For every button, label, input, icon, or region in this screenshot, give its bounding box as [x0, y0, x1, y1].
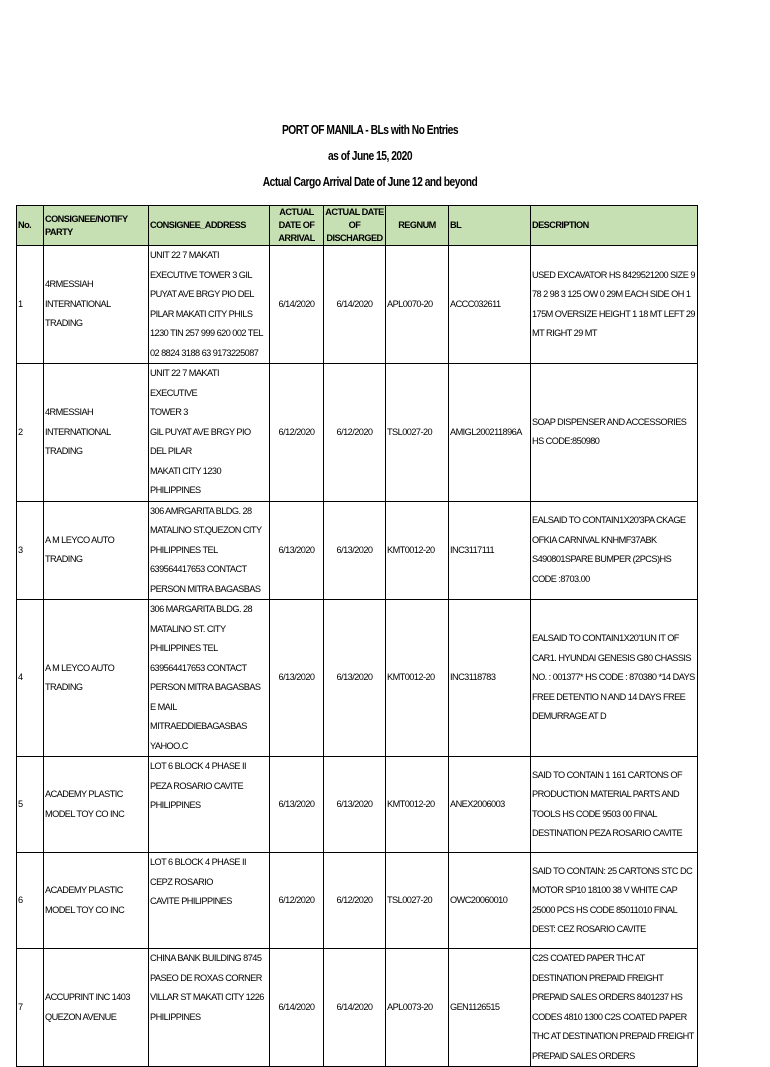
- discharged-date-cell: [324, 246, 386, 364]
- consignee-cell-text: 4RMESSIAH INTERNATIONAL TRADING: [45, 407, 111, 456]
- arrival-date-cell: [270, 501, 324, 600]
- row-number: [17, 600, 44, 757]
- arrival-date-cell-text: 6/13/2020: [278, 672, 315, 683]
- header-arrival: ACTUAL DATE OF ARRIVAL: [270, 206, 324, 246]
- header-consignee: CONSIGNEE/NOTIFY PARTY: [44, 206, 149, 246]
- discharged-date-cell-text: 6/12/2020: [336, 894, 373, 905]
- address-cell: [149, 501, 270, 600]
- row-number: [17, 853, 44, 949]
- address-cell-text: LOT 6 BLOCK 4 PHASE II CEPZ ROSARIO CAVITE PHILIPPINES: [150, 857, 246, 906]
- row-number-text: 7: [18, 1001, 23, 1012]
- table-body: [17, 246, 698, 1067]
- header-description: DESCRIPTION: [531, 206, 698, 246]
- consignee-cell: [44, 853, 149, 949]
- address-cell-text: UNIT 22 7 MAKATI EXECUTIVE TOWER 3 GIL PUYAT AVE BRGY PIO DEL PILAR MAKATI CITY 1230 PHILIPPINES: [150, 368, 251, 495]
- description-cell-text: USED EXCAVATOR HS 8429521200 SIZE 9 78 2 98 3 125 OW 0 29M EACH SIDE OH 1 175M OVERSIZE HEIGHT 1 18 MT LEFT 29 MT RIGHT 29 MT: [532, 269, 695, 338]
- row-number: [17, 501, 44, 600]
- header-no: No.: [17, 206, 44, 246]
- regnum-cell-text: KMT0012-20: [387, 798, 435, 809]
- regnum-cell: [386, 246, 449, 364]
- consignee-cell: [44, 757, 149, 853]
- bl-number-cell-text: OWC20060010: [450, 894, 508, 905]
- address-cell-text: 306 AMRGARITA BLDG. 28 MATALINO ST.QUEZON CITY PHILIPPINES TEL 639564417653 CONTACT PERSON MITRA BAGASBAS: [150, 505, 262, 594]
- discharged-date-cell-text: 6/14/2020: [336, 1001, 373, 1012]
- description-cell-text: EALSAID TO CONTAIN1X20'3PA CKAGE OFKIA CARNIVAL KNHMF37ABK S490801SPARE BUMPER (2PCS)HS CODE :8703.00: [532, 515, 686, 584]
- table-row: [17, 853, 698, 949]
- consignee-cell-text: ACADEMY PLASTIC MODEL TOY CO INC: [45, 885, 125, 915]
- row-number: [17, 757, 44, 853]
- arrival-date-cell-text: 6/13/2020: [278, 544, 315, 555]
- row-number-text: 2: [18, 426, 23, 437]
- description-cell-text: SAID TO CONTAIN 1 161 CARTONS OF PRODUCTION MATERIAL PARTS AND TOOLS HS CODE 9503 00 FINAL DESTINATION PEZA ROSARIO CAVITE: [532, 769, 683, 838]
- bl-number-cell: [449, 501, 531, 600]
- consignee-cell-text: ACADEMY PLASTIC MODEL TOY CO INC: [45, 789, 125, 819]
- arrival-date-cell-text: 6/14/2020: [278, 1001, 315, 1012]
- address-cell: [149, 853, 270, 949]
- table-header-row: [17, 206, 698, 246]
- bl-number-cell-text: INC3117111: [450, 544, 495, 555]
- arrival-date-cell: [270, 600, 324, 757]
- arrival-date-cell: [270, 757, 324, 853]
- header-regnum: REGNUM: [386, 206, 449, 246]
- table-row: [17, 501, 698, 600]
- regnum-cell-text: TSL0027-20: [387, 894, 433, 905]
- description-cell: [531, 853, 698, 949]
- description-cell: [531, 600, 698, 757]
- row-number: [17, 949, 44, 1067]
- description-cell-text: EALSAID TO CONTAIN1X20'1UN IT OF CAR1. HYUNDAI GENESIS G80 CHASSIS NO. : 001377* HS CODE : 870380 *14 DAYS FREE DETENTIO N AND 14 DAYS FREE DEMURRAGE AT D: [532, 633, 695, 722]
- row-number-text: 4: [18, 672, 23, 683]
- bl-number-cell: [449, 757, 531, 853]
- regnum-cell: [386, 949, 449, 1067]
- row-number-text: 6: [18, 894, 23, 905]
- bl-number-cell-text: ACCC032611: [450, 298, 501, 309]
- bl-number-cell: [449, 600, 531, 757]
- table-row: [17, 949, 698, 1067]
- header-discharged: ACTUAL DATE OF DISCHARGED: [324, 206, 386, 246]
- arrival-date-cell: [270, 853, 324, 949]
- consignee-cell: [44, 501, 149, 600]
- bl-number-cell: [449, 949, 531, 1067]
- consignee-cell: [44, 600, 149, 757]
- regnum-cell-text: KMT0012-20: [387, 544, 435, 555]
- regnum-cell: [386, 853, 449, 949]
- regnum-cell-text: APL0070-20: [387, 298, 433, 309]
- bl-number-cell: [449, 853, 531, 949]
- address-cell: [149, 757, 270, 853]
- description-cell-text: C2S COATED PAPER THC AT DESTINATION PREPAID FREIGHT PREPAID SALES ORDERS 8401237 HS CODES 4810 1300 C2S COATED PAPER THC AT DESTINATION PREPAID FREIGHT PREPAID SALES ORDERS: [532, 953, 694, 1061]
- discharged-date-cell-text: 6/13/2020: [336, 672, 373, 683]
- regnum-cell: [386, 600, 449, 757]
- discharged-date-cell-text: 6/14/2020: [336, 298, 373, 309]
- header-address: CONSIGNEE_ADDRESS: [149, 206, 270, 246]
- discharged-date-cell-text: 6/12/2020: [336, 426, 373, 437]
- row-number: [17, 364, 44, 502]
- discharged-date-cell-text: 6/13/2020: [336, 798, 373, 809]
- arrival-date-cell: [270, 949, 324, 1067]
- discharged-date-cell: [324, 364, 386, 502]
- discharged-date-cell: [324, 600, 386, 757]
- discharged-date-cell: [324, 949, 386, 1067]
- address-cell: [149, 364, 270, 502]
- bl-table: [16, 205, 698, 1067]
- description-cell: [531, 949, 698, 1067]
- regnum-cell-text: TSL0027-20: [387, 426, 433, 437]
- description-cell: [531, 501, 698, 600]
- description-cell-text: SOAP DISPENSER AND ACCESSORIES HS CODE:850980: [532, 416, 687, 447]
- table-row: [17, 600, 698, 757]
- address-cell: [149, 949, 270, 1067]
- regnum-cell-text: APL0073-20: [387, 1001, 433, 1012]
- table-row: [17, 246, 698, 364]
- bl-number-cell-text: ANEX2006003: [450, 798, 505, 809]
- description-cell: [531, 364, 698, 502]
- arrival-date-cell-text: 6/12/2020: [278, 426, 315, 437]
- row-number-text: 3: [18, 544, 23, 555]
- header-bl: BL: [449, 206, 531, 246]
- discharged-date-cell-text: 6/13/2020: [336, 544, 373, 555]
- address-cell-text: UNIT 22 7 MAKATI EXECUTIVE TOWER 3 GIL PUYAT AVE BRGY PIO DEL PILAR MAKATI CITY PHILS 1230 TIN 257 999 620 002 TEL 02 8824 3188 63 9173225087: [150, 250, 263, 358]
- description-cell-text: SAID TO CONTAIN: 25 CARTONS STC DC MOTOR SP10 18100 38 V WHITE CAP 25000 PCS HS CODE 85011010 FINAL DEST: CEZ ROSARIO CAVITE: [532, 865, 693, 934]
- consignee-cell: [44, 949, 149, 1067]
- consignee-cell: [44, 246, 149, 364]
- bl-number-cell: [449, 364, 531, 502]
- regnum-cell: [386, 364, 449, 502]
- bl-number-cell-text: GEN1126515: [450, 1001, 500, 1012]
- discharged-date-cell: [324, 853, 386, 949]
- arrival-date-cell-text: 6/14/2020: [278, 298, 315, 309]
- consignee-cell: [44, 364, 149, 502]
- address-cell: [149, 246, 270, 364]
- table-row: [17, 757, 698, 853]
- row-number-text: 5: [18, 798, 23, 809]
- report-subtitle-arrival: Actual Cargo Arrival Date of June 12 and beyond: [262, 175, 478, 189]
- address-cell-text: CHINA BANK BUILDING 8745 PASEO DE ROXAS CORNER VILLAR ST MAKATI CITY 1226 PHILIPPINES: [150, 953, 264, 1022]
- row-number: [17, 246, 44, 364]
- report-header: [0, 117, 740, 195]
- address-cell-text: LOT 6 BLOCK 4 PHASE II PEZA ROSARIO CAVITE PHILIPPINES: [150, 761, 246, 810]
- discharged-date-cell: [324, 501, 386, 600]
- regnum-cell-text: KMT0012-20: [387, 672, 435, 683]
- consignee-cell-text: A M LEYCO AUTO TRADING: [45, 662, 115, 692]
- description-cell: [531, 246, 698, 364]
- regnum-cell: [386, 757, 449, 853]
- consignee-cell-text: A M LEYCO AUTO TRADING: [45, 534, 115, 565]
- bl-number-cell-text: INC3118783: [450, 672, 496, 683]
- table-row: [17, 364, 698, 502]
- consignee-cell-text: ACCUPRINT INC 1403 QUEZON AVENUE: [45, 992, 130, 1022]
- consignee-cell-text: 4RMESSIAH INTERNATIONAL TRADING: [45, 279, 111, 329]
- report-title: PORT OF MANILA - BLs with No Entries: [281, 123, 459, 137]
- row-number-text: 1: [18, 298, 23, 309]
- discharged-date-cell: [324, 757, 386, 853]
- arrival-date-cell-text: 6/13/2020: [278, 798, 315, 809]
- regnum-cell: [386, 501, 449, 600]
- bl-number-cell: [449, 246, 531, 364]
- arrival-date-cell-text: 6/12/2020: [278, 894, 315, 905]
- description-cell: [531, 757, 698, 853]
- bl-number-cell-text: AMIGL200211896A: [450, 426, 522, 437]
- arrival-date-cell: [270, 246, 324, 364]
- address-cell-text: 306 MARGARITA BLDG. 28 MATALINO ST. CITY PHILIPPINES TEL 639564417653 CONTACT PERSON MITRA BAGASBAS E MAIL MITRAEDDIEBAGASBAS YAHOO.C: [150, 604, 261, 751]
- arrival-date-cell: [270, 364, 324, 502]
- report-subtitle: as of June 15, 2020: [327, 149, 413, 163]
- address-cell: [149, 600, 270, 757]
